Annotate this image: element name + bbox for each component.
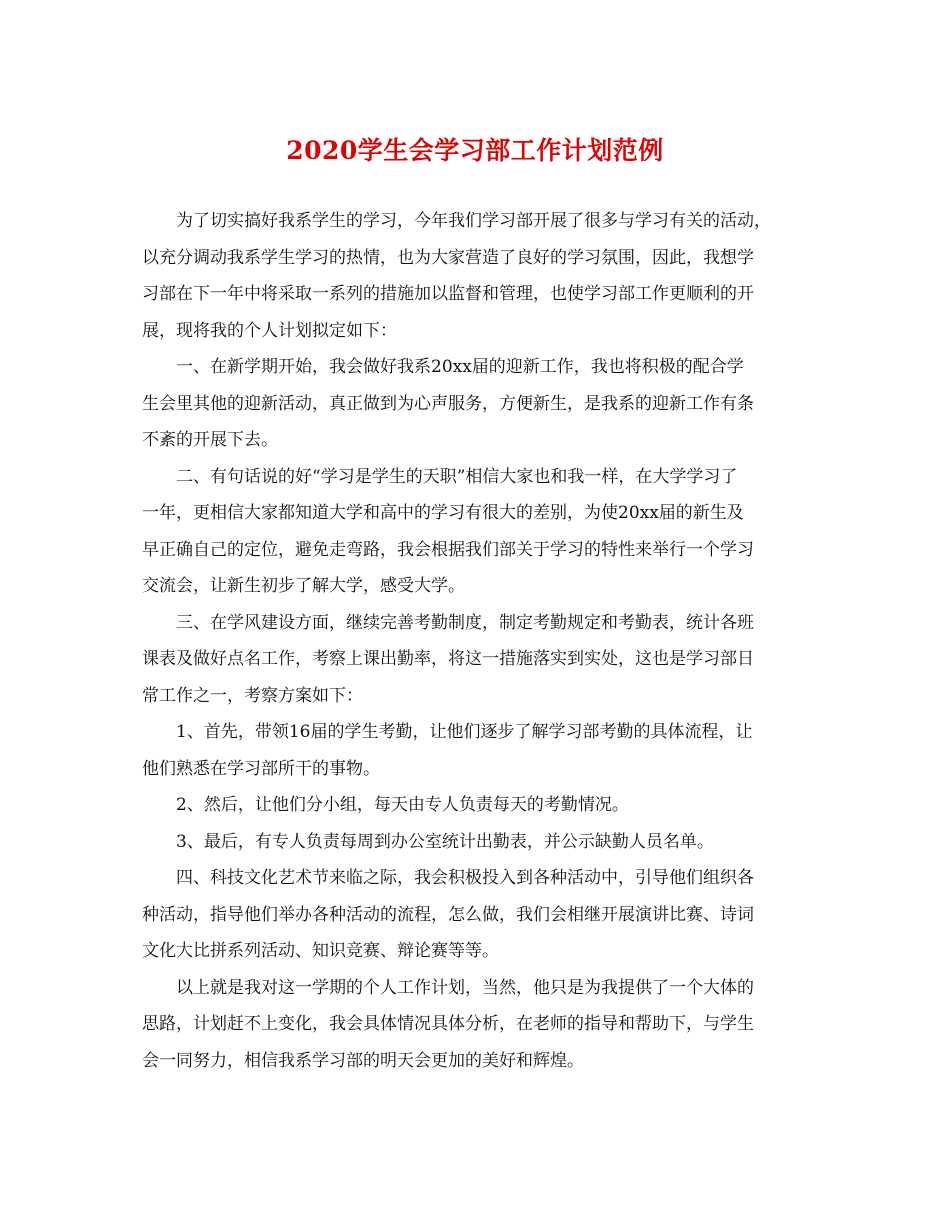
body-line: 展，现将我的个人计划拟定如下： (142, 320, 397, 341)
body-line: 一、在新学期开始，我会做好我系20xx届的迎新工作，我也将积极的配合学 (176, 357, 744, 377)
body-line: 2、然后，让他们分小组，每天由专人负责每天的考勤情况。 (176, 795, 629, 815)
body-line: 3、最后，有专人负责每周到办公室统计出勤表，并公示缺勤人员名单。 (176, 831, 714, 852)
body-line: 他们熟悉在学习部所干的事物。 (142, 758, 380, 779)
body-line: 文化大比拼系列活动、知识竞赛、辩论赛等等。 (142, 941, 499, 961)
body-line: 习部在下一年中将采取一系列的措施加以监督和管理，也使学习部工作更顺利的开 (142, 284, 754, 304)
body-line: 课表及做好点名工作，考察上课出勤率，将这一措施落实到实处，这也是学习部日 (142, 649, 754, 669)
body-line: 交流会，让新生初步了解大学，感受大学。 (142, 576, 465, 596)
body-line: 一年，更相信大家都知道大学和高中的学习有很大的差别，为使20xx届的新生及 (142, 503, 744, 523)
body-line: 1、首先，带领16届的学生考勤，让他们逐步了解学习部考勤的具体流程，让 (176, 722, 753, 742)
body-line: 不紊的开展下去。 (142, 430, 278, 450)
body-line: 二、有句话说的好“学习是学生的天职”相信大家也和我一样，在大学学习了 (176, 466, 738, 487)
body-line: 三、在学风建设方面，继续完善考勤制度，制定考勤规定和考勤表，统计各班 (176, 612, 754, 633)
body-line: 四、科技文化艺术节来临之际，我会积极投入到各种活动中，引导他们组织各 (176, 868, 754, 888)
body-line: 以充分调动我系学生学习的热情，也为大家营造了良好的学习氛围，因此，我想学 (142, 247, 754, 268)
document-body (142, 203, 812, 1079)
body-line: 以上就是我对这一学期的个人工作计划，当然，他只是为我提供了一个大体的 (176, 977, 754, 998)
body-line: 常工作之一，考察方案如下： (142, 685, 363, 706)
body-line: 早正确自己的定位，避免走弯路，我会根据我们部关于学习的特性来举行一个学习 (142, 539, 754, 560)
body-line: 种活动，指导他们举办各种活动的流程，怎么做，我们会相继开展演讲比赛、诗词 (142, 904, 754, 925)
body-line: 为了切实搞好我系学生的学习，今年我们学习部开展了很多与学习有关的活动， (176, 211, 771, 231)
document-title: 2020学生会学习部工作计划范例 (286, 136, 664, 165)
body-line: 生会里其他的迎新活动，真正做到为心声服务，方便新生，是我系的迎新工作有条 (142, 393, 754, 414)
body-line: 会一同努力，相信我系学习部的明天会更加的美好和辉煌。 (142, 1050, 584, 1071)
body-line: 思路，计划赶不上变化，我会具体情况具体分析，在老师的指导和帮助下，与学生 (142, 1014, 754, 1034)
